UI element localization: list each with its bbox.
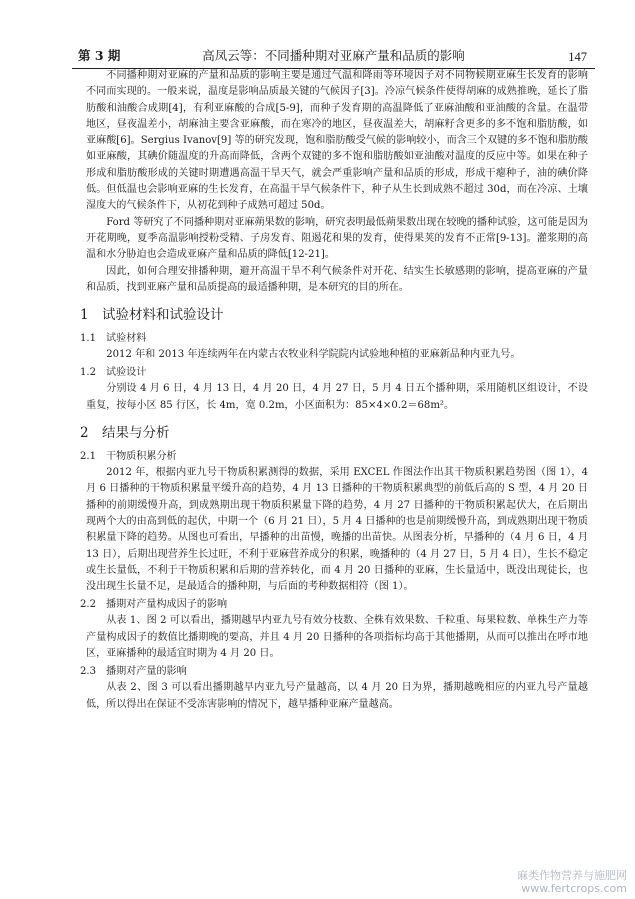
subsection-heading-2-1 <box>80 449 588 465</box>
subsection-heading-1-1 <box>80 331 588 347</box>
subsection-number: 1.2 <box>80 367 97 379</box>
intro-paragraph-3: 因此，如何合理安排播种期，避开高温干旱不利气候条件对开花、结实生长敏感期的影响，提高亚麻的产量和品质，找到亚麻产量和品质提高的最适播种期，是本研究的目的所在。 <box>86 265 588 293</box>
running-header <box>72 44 595 69</box>
intro-paragraph-2: Ford 等研究了不同播种期对亚麻蒴果数的影响，研究表明最低蒴果数出现在较晚的播种试验，这可能是因为开花期晚，夏季高温影响授粉受精、子房发育、阻遏花和果的发育，使得果荚的发育不正常[9-13]。灌浆期的高温和水分胁迫也会造成亚麻产量和品质的降低[12-21]。 <box>86 216 588 261</box>
subsection-number: 2.1 <box>80 451 97 463</box>
subsection-heading-1-2 <box>80 365 588 381</box>
paragraph-1-2: 分别设 4 月 6 日，4 月 13 日，4 月 20 日，4 月 27 日，5 月 4 日五个播种期，采用随机区组设计，不设重复，按每小区 85 行区，长 4m，宽 0.2m，小区面积为：85×4×0.2＝68m²。 <box>86 383 588 411</box>
page-number: 147 <box>568 50 587 64</box>
running-title: 高凤云等：不同播种期对亚麻产量和品质的影响 <box>202 48 465 63</box>
issue-label: 第 3 期 <box>78 48 121 63</box>
subsection-title: 试验材料 <box>106 333 147 345</box>
watermark-name: 麻类作物营养与施肥网 <box>517 869 627 882</box>
subsection-title: 干物质积累分析 <box>106 451 177 463</box>
subsection-title: 播期对产量构成因子的影响 <box>106 599 228 611</box>
paragraph-1-1: 2012 年和 2013 年连续两年在内蒙古农牧业科学院院内试验地种植的亚麻新品种内亚九号。 <box>106 349 521 361</box>
subsection-heading-2-2 <box>80 597 588 613</box>
section-heading-2 <box>80 423 588 443</box>
subsection-number: 1.1 <box>80 333 97 345</box>
intro-paragraph-1: 不同播种期对亚麻的产量和品质的影响主要是通过气温和降雨等环境因子对不同物候期亚麻生长发育的影响不同而实现的。一般来说，温度是影响品质最关键的气候因子[3]。冷凉气候条件使得胡麻的成熟推晚，延长了脂肪酸和油酸合成期[4]，有利亚麻酸的合成[5-9]，而种子发育期的高温降低了亚麻油酸和亚油酸的含量。在温带地区，昼夜温差小，胡麻油主要含亚麻酸，而在寒冷的地区，昼夜温差大，胡麻籽含更多的多不饱和脂肪酸，如亚麻酸[6]。Sergius Ivanov[9] 等的研究发现，饱和脂肪酸受气候的影响较小，而含三个双键的多不饱和脂肪酸如亚麻酸，其碘价随温度的升高而降低，含两个双键的多不饱和脂肪酸如亚油酸对温度的反应中等。如果在种子形成和脂肪酸形成的关键时期遭遇高温干旱天气，就会严重影响产量和品质的形成，形成干瘪种子，油的碘价降低。但低温也会影响亚麻的生长发育，在高温干旱气候条件下，种子从生长到成熟不超过 30d，而在冷凉、土壤湿度大的气候条件下，从初花到种子成熟可超过 50d。 <box>86 70 588 212</box>
subsection-title: 试验设计 <box>106 367 147 379</box>
section-title: 结果与分析 <box>102 425 170 442</box>
article-body <box>80 68 588 713</box>
subsection-number: 2.2 <box>80 599 97 611</box>
section-heading-1 <box>80 305 588 325</box>
paragraph-2-2: 从表 1、图 2 可以看出，播期越早内亚九号有效分枝数、全株有效果数、千粒重、每果粒数、单株生产力等产量构成因子的数值比播期晚的要高，并且 4 月 20 日播种的各项指标均高于其他播期，从而可以推出在呼市地区，亚麻播种的最适宜时期为 4 月 20 日。 <box>86 615 588 660</box>
section-number: 1 <box>80 307 89 324</box>
subsection-title: 播期对产量的影响 <box>106 666 187 678</box>
subsection-number: 2.3 <box>80 666 97 678</box>
watermark-url: www.fertcrops.com <box>521 882 627 895</box>
paragraph-2-1: 2012 年，根据内亚九号干物质积累测得的数据，采用 EXCEL 作图法作出其干物质积累趋势图（图 1），4 月 6 日播种的干物质积累量平缓升高的趋势，4 月 13 日播种的干物质积累典型的前低后高的 S 型，4 月 20 日播种的前期缓慢升高，到成熟期出现干物质积累量下降的趋势，4 月 27 日播种的干物质积累起伏大，在后期出现两个大的由高到低的起伏，中期一个（6 月 21 日），5 月 4 日播种的也是前期缓慢升高，到成熟期出现干物质积累量下降的趋势。从图也可看出，早播种的出苗慢，晚播的出苗快。从图表分析，早播种的（4 月 6 日，4 月 13 日），后期出现营养生长过旺，不利于亚麻营养成分的积累，晚播种的（4 月 27 日，5 月 4 日），生长不稳定或生长量低，不利于干物质积累和后期的营养转化，而 4 月 20 日播种的亚麻，生长量适中，既没出现徒长，也没出现生长量不足，是最适合的播种期，与后面的考种数据相符（图 1）。 <box>86 467 588 593</box>
section-number: 2 <box>80 425 89 442</box>
site-watermark <box>517 869 627 895</box>
paragraph-2-3: 从表 2、图 3 可以看出播期越早内亚九号产量越高，以 4 月 20 日为界，播期越晚相应的内亚九号产量越低，所以得出在保证不受冻害影响的情况下，越早播种亚麻产量越高。 <box>86 682 588 710</box>
section-title: 试验材料和试验设计 <box>102 307 224 324</box>
subsection-heading-2-3 <box>80 664 588 680</box>
